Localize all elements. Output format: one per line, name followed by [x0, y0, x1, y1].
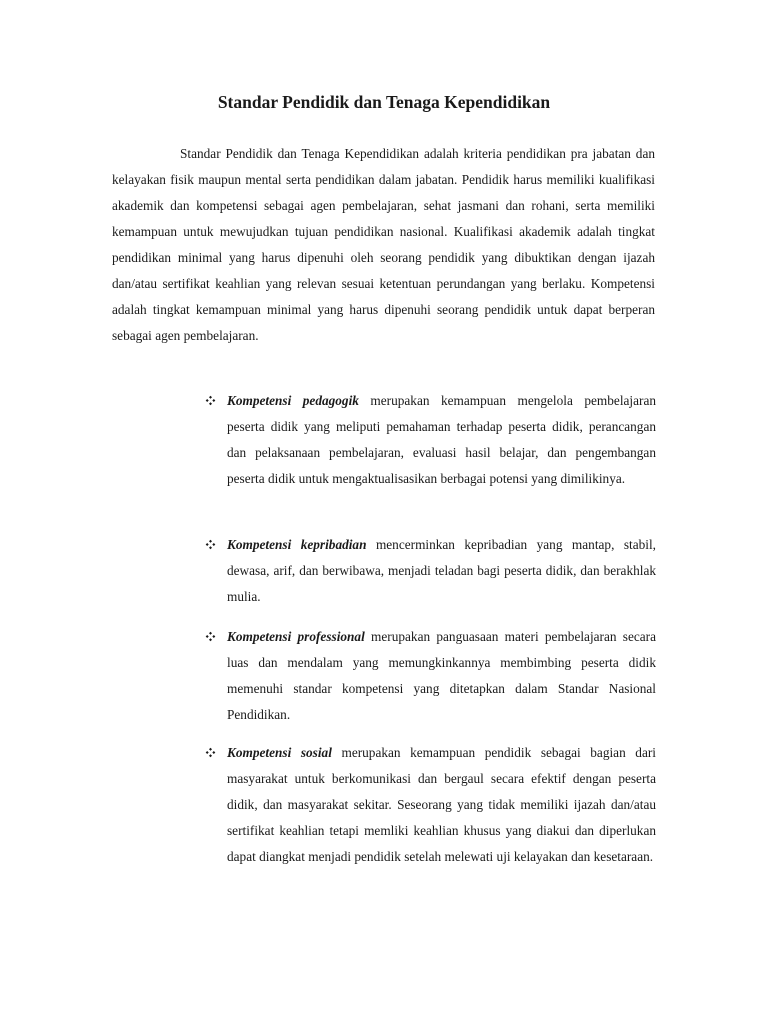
list-item-kepribadian — [204, 532, 656, 610]
four-diamond-bullet-icon — [204, 740, 220, 766]
term-label: Kompetensi sosial — [227, 745, 332, 760]
list-item-text — [227, 388, 656, 492]
document-title: Standar Pendidik dan Tenaga Kependidikan — [217, 92, 551, 112]
list-item-sosial — [204, 740, 656, 870]
term-label: Kompetensi pedagogik — [227, 393, 359, 408]
term-description: merupakan kemampuan mengelola pembelajaran peserta didik yang meliputi pemahaman terhadap peserta didik, perancangan dan pelaksanaan pembelajaran, evaluasi hasil belajar, dan pengembangan peserta didik untuk mengaktualisasikan berbagai potensi yang dimilikinya. — [227, 393, 656, 486]
list-item-pedagogik — [204, 388, 656, 492]
four-diamond-bullet-icon — [204, 532, 220, 558]
term-label: Kompetensi kepribadian — [227, 537, 367, 552]
four-diamond-bullet-icon — [204, 624, 220, 650]
list-item-text — [227, 624, 656, 728]
list-item-text — [227, 532, 656, 610]
term-description: merupakan kemampuan pendidik sebagai bagian dari masyarakat untuk berkomunikasi dan bergaul secara efektif dengan peserta didik, dan masyarakat sekitar. Seseorang yang tidak memiliki ijazah dan/atau sertifikat keahlian tetapi memliki keahlian khusus yang diakui dan diperlukan dapat diangkat menjadi pendidik setelah melewati uji kelayakan dan kesetaraan. — [227, 745, 656, 864]
term-description: mencerminkan kepribadian yang mantap, stabil, dewasa, arif, dan berwibawa, menjadi teladan bagi peserta didik, dan berakhlak mulia. — [227, 537, 656, 604]
four-diamond-bullet-icon — [204, 388, 220, 414]
list-item-professional — [204, 624, 656, 728]
list-item-text — [227, 740, 656, 870]
intro-paragraph: Standar Pendidik dan Tenaga Kependidikan adalah kriteria pendidikan pra jabatan dan kelayakan fisik maupun mental serta pendidikan dalam jabatan. Pendidik harus memiliki kualifikasi akademik dan kompetensi sebagai agen pembelajaran, sehat jasmani dan rohani, serta memiliki kemampuan untuk mewujudkan tujuan pendidikan nasional. Kualifikasi akademik adalah tingkat pendidikan minimal yang harus dipenuhi oleh seorang pendidik yang dibuktikan dengan ijazah dan/atau sertifikat keahlian yang relevan sesuai ketentuan perundangan yang berlaku. Kompetensi adalah tingkat kemampuan minimal yang harus dipenuhi seorang pendidik untuk dapat berperan sebagai agen pembelajaran. — [112, 146, 655, 343]
term-description: merupakan panguasaan materi pembelajaran secara luas dan mendalam yang memungkinkannya membimbing peserta didik memenuhi standar kompetensi yang ditetapkan dalam Standar Nasional Pendidikan. — [227, 629, 656, 722]
term-label: Kompetensi professional — [227, 629, 365, 644]
